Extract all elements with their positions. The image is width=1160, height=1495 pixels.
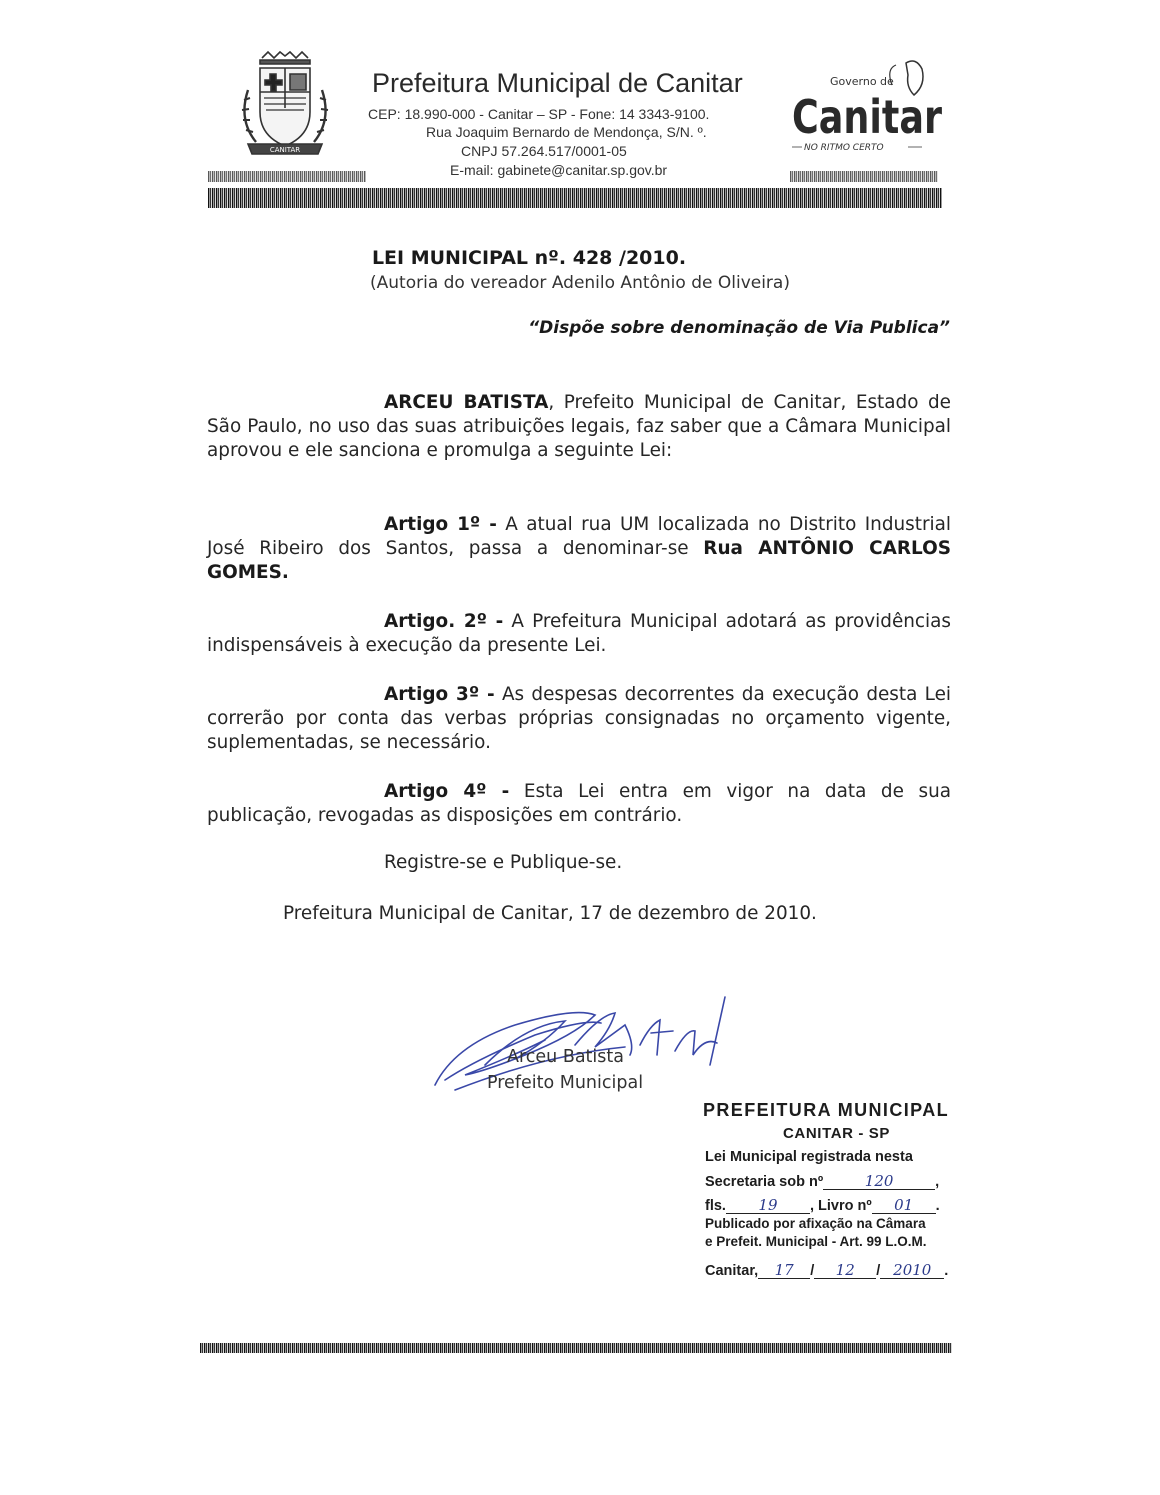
fls-number: 19	[726, 1197, 810, 1214]
article-4-label: Artigo 4º -	[384, 781, 510, 802]
svg-text:CANITAR: CANITAR	[269, 146, 301, 154]
article-3-text: As despesas decorrentes da execução desta Lei correrão por conta das verbas próprias consignadas no orçamento vigente, suplementadas, se necessário.	[207, 684, 951, 753]
stamp-date-year: 2010	[880, 1262, 944, 1279]
brand-word: Canitar	[792, 90, 943, 144]
stamp-line-secretaria: Secretaria sob nº 120 ,	[705, 1172, 940, 1190]
article-2-text: A Prefeitura Municipal adotará as providências indispensáveis à execução da presente Lei.	[207, 611, 951, 656]
article-2	[207, 610, 951, 658]
fls-label: fls.	[705, 1198, 726, 1214]
law-author: (Autoria do vereador Adenilo Antônio de Oliveira)	[370, 273, 790, 293]
article-3	[207, 683, 951, 755]
article-1-text: A atual rua UM localizada no Distrito Industrial José Ribeiro dos Santos, passa a denominar-se	[207, 514, 951, 559]
secretaria-label: Secretaria sob nº	[705, 1174, 824, 1190]
intro-paragraph	[207, 391, 951, 463]
stamp-line-date: Canitar, 17 / 12 / 2010 .	[705, 1261, 949, 1279]
stamp-line-registered: Lei Municipal registrada nesta	[705, 1149, 913, 1165]
stamp-date-month: 12	[814, 1262, 876, 1279]
header-rule-left	[208, 171, 366, 182]
header-cnpj: CNPJ 57.264.517/0001-05	[461, 143, 627, 159]
article-4-text: Esta Lei entra em vigor na data de sua publicação, revogadas as disposições em contrário.	[207, 781, 951, 826]
stamp-title: PREFEITURA MUNICIPAL	[703, 1100, 949, 1120]
article-1-label: Artigo 1º -	[384, 514, 497, 535]
footer-rule	[200, 1343, 952, 1353]
header-rule-right	[790, 171, 938, 182]
place-and-date: Prefeitura Municipal de Canitar, 17 de dezembro de 2010.	[283, 903, 817, 924]
intro-text: , Prefeito Municipal de Canitar, Estado de São Paulo, no uso das suas atribuições legais, faz saber que a Câmara Municipal aprovou e ele sanciona e promulga a seguinte Lei:	[207, 392, 952, 461]
header-cep-phone: CEP: 18.990-000 - Canitar – SP - Fone: 14 3343-9100.	[368, 106, 710, 122]
law-title: LEI MUNICIPAL nº. 428 /2010.	[371, 247, 687, 269]
stamp-subtitle: CANITAR - SP	[783, 1125, 890, 1142]
header-email: E-mail: gabinete@canitar.sp.gov.br	[450, 162, 668, 178]
brand-tagline: NO RITMO CERTO	[804, 143, 884, 153]
coat-of-arms-icon	[230, 50, 340, 160]
article-4	[207, 780, 951, 828]
secretaria-number: 120	[823, 1173, 935, 1190]
stamp-line-lom: e Prefeit. Municipal - Art. 99 L.O.M.	[705, 1234, 927, 1249]
canitar-label: Canitar,	[705, 1263, 759, 1279]
header-address: Rua Joaquim Bernardo de Mendonça, S/N. º.	[426, 124, 707, 140]
stamp-date-day: 17	[758, 1262, 810, 1279]
stamp-line-published: Publicado por afixação na Câmara	[705, 1216, 926, 1231]
livro-label: , Livro nº	[809, 1198, 872, 1214]
register-publish-line: Registre-se e Publique-se.	[384, 852, 623, 873]
law-summary: “Dispõe sobre denominação de Via Publica”	[528, 318, 950, 338]
municipality-name: Prefeitura Municipal de Canitar	[372, 68, 743, 98]
brand-small-top: Governo de	[830, 75, 894, 88]
article-3-label: Artigo 3º -	[384, 684, 495, 705]
mayor-name: ARCEU BATISTA	[384, 392, 549, 413]
article-1	[207, 513, 951, 585]
header-rule-main	[208, 188, 942, 208]
signatory-role: Prefeito Municipal	[487, 1073, 644, 1093]
livro-number: 01	[872, 1197, 936, 1214]
article-1-street-name: Rua ANTÔNIO CARLOS GOMES.	[207, 538, 951, 583]
stamp-line-fls-livro: fls. 19 , Livro nº 01 .	[705, 1196, 940, 1214]
canitar-brand-logo	[788, 55, 948, 155]
signatory-name: Arceu Batista	[507, 1047, 624, 1067]
article-2-label: Artigo. 2º -	[384, 611, 504, 632]
